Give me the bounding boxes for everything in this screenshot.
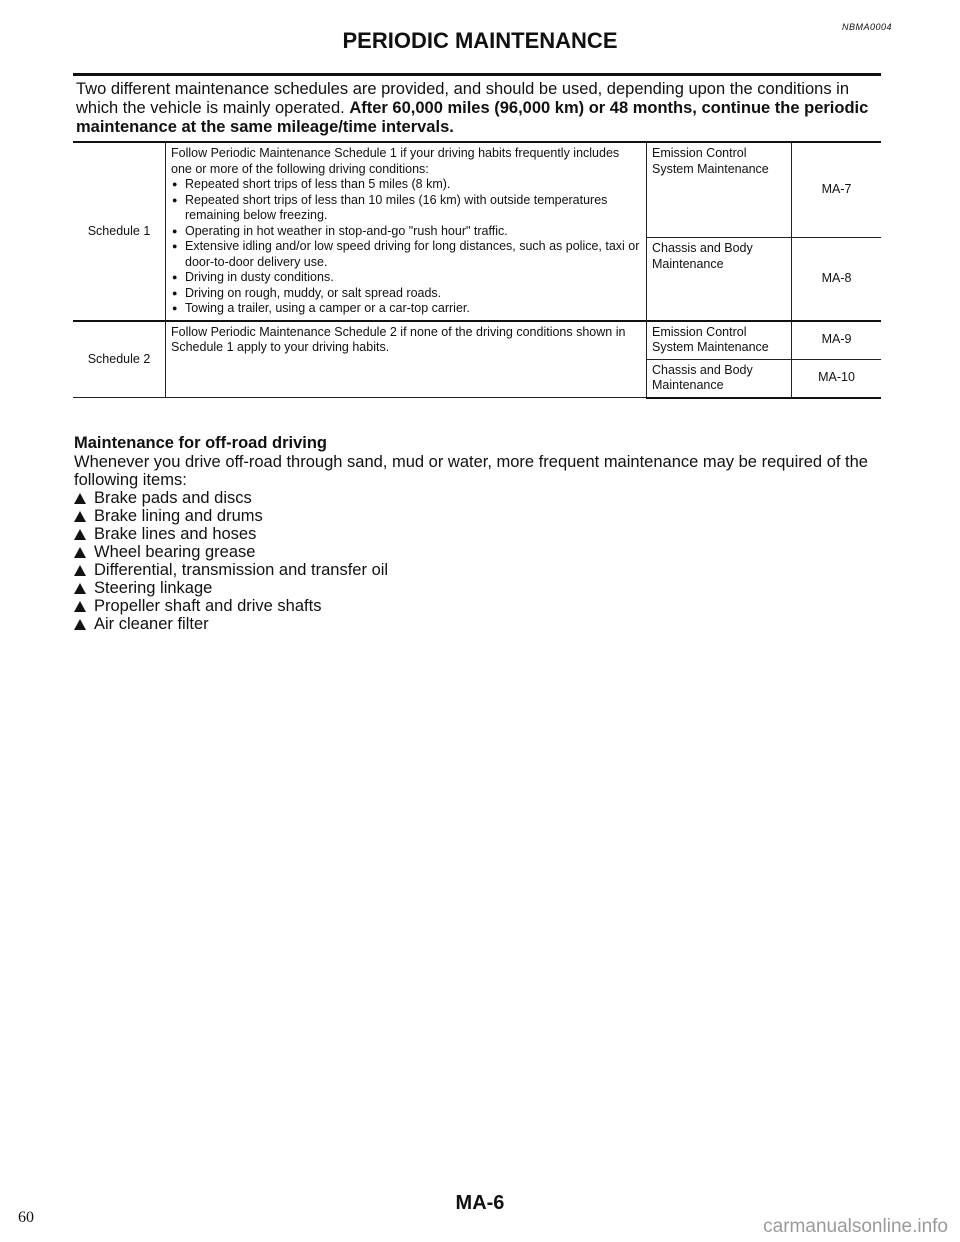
list-item-label: Brake lines and hoses — [94, 525, 257, 543]
list-item: ● Repeated short trips of less than 5 miles (8 km). — [171, 177, 641, 193]
triangle-bullet-icon — [74, 565, 86, 576]
schedule-1-description — [166, 142, 647, 321]
list-item — [74, 507, 388, 525]
category-cell: Chassis and Body Maintenance — [647, 238, 792, 321]
category-cell: Chassis and Body Maintenance — [647, 359, 792, 398]
schedule-2-label: Schedule 2 — [73, 321, 166, 398]
list-item — [74, 597, 388, 615]
offroad-item-list — [74, 489, 388, 633]
intro-paragraph — [76, 80, 886, 137]
category-cell: Emission Control System Maintenance — [647, 142, 792, 238]
list-item — [74, 561, 388, 579]
triangle-bullet-icon — [74, 529, 86, 540]
list-item-label: Differential, transmission and transfer oil — [94, 561, 389, 579]
list-item: ● Driving on rough, muddy, or salt spread roads. — [171, 286, 641, 302]
schedule-1-label: Schedule 1 — [73, 142, 166, 321]
list-item-label: Propeller shaft and drive shafts — [94, 597, 322, 615]
list-item: ● Repeated short trips of less than 10 miles (16 km) with outside temperatures remaining below freezing. — [171, 193, 641, 224]
list-item — [74, 615, 388, 633]
intro-text: Two different maintenance schedules are provided, and should be used, depending upon the conditions in which the vehicle is mainly operated. — [76, 80, 849, 117]
list-item-label: Steering linkage — [94, 579, 213, 597]
folio-number: 60 — [18, 1209, 34, 1226]
list-item: ● Operating in hot weather in stop-and-go "rush hour" traffic. — [171, 224, 641, 240]
reference-cell: MA-9 — [792, 321, 882, 360]
document-code: NBMA0004 — [841, 22, 892, 32]
offroad-heading: Maintenance for off-road driving — [74, 434, 328, 452]
list-item: ● Extensive idling and/or low speed driving for long distances, such as police, taxi or door-to-door delivery use. — [171, 239, 641, 270]
list-item — [74, 543, 388, 561]
schedule-1-lead: Follow Periodic Maintenance Schedule 1 if your driving habits frequently includes one or more of the following driving conditions: — [171, 146, 620, 176]
watermark: carmanualsonline.info — [763, 1216, 948, 1237]
reference-cell: MA-8 — [792, 238, 882, 321]
table-row — [73, 142, 881, 238]
triangle-bullet-icon — [74, 583, 86, 594]
triangle-bullet-icon — [74, 511, 86, 522]
schedule-2-description: Follow Periodic Maintenance Schedule 2 if none of the driving conditions shown in Schedule 1 apply to your driving habits. — [166, 321, 647, 398]
triangle-bullet-icon — [74, 619, 86, 630]
list-item — [74, 525, 388, 543]
title-rule — [73, 73, 881, 76]
list-item: ● Towing a trailer, using a camper or a car-top carrier. — [171, 301, 641, 317]
list-item-label: Wheel bearing grease — [94, 543, 256, 561]
list-item — [74, 489, 388, 507]
category-cell: Emission Control System Maintenance — [647, 321, 792, 360]
reference-cell: MA-10 — [792, 359, 882, 398]
triangle-bullet-icon — [74, 601, 86, 612]
intro-bold-text: After 60,000 miles (96,000 km) or 48 months, continue the periodic maintenance at the same mileage/time intervals. — [76, 99, 869, 136]
list-item-label: Air cleaner filter — [94, 615, 209, 633]
schedule-1-conditions — [171, 177, 641, 317]
triangle-bullet-icon — [74, 493, 86, 504]
list-item-label: Brake lining and drums — [94, 507, 263, 525]
triangle-bullet-icon — [74, 547, 86, 558]
offroad-body: Whenever you drive off-road through sand, mud or water, more frequent maintenance may be required of the following items: — [74, 453, 868, 489]
reference-cell: MA-7 — [792, 142, 882, 238]
list-item — [74, 579, 388, 597]
page-title: PERIODIC MAINTENANCE — [342, 28, 618, 53]
schedule-table — [73, 141, 881, 399]
page-number: MA-6 — [455, 1192, 505, 1214]
table-row — [73, 321, 881, 360]
list-item: ● Driving in dusty conditions. — [171, 270, 641, 286]
list-item-label: Brake pads and discs — [94, 489, 252, 507]
